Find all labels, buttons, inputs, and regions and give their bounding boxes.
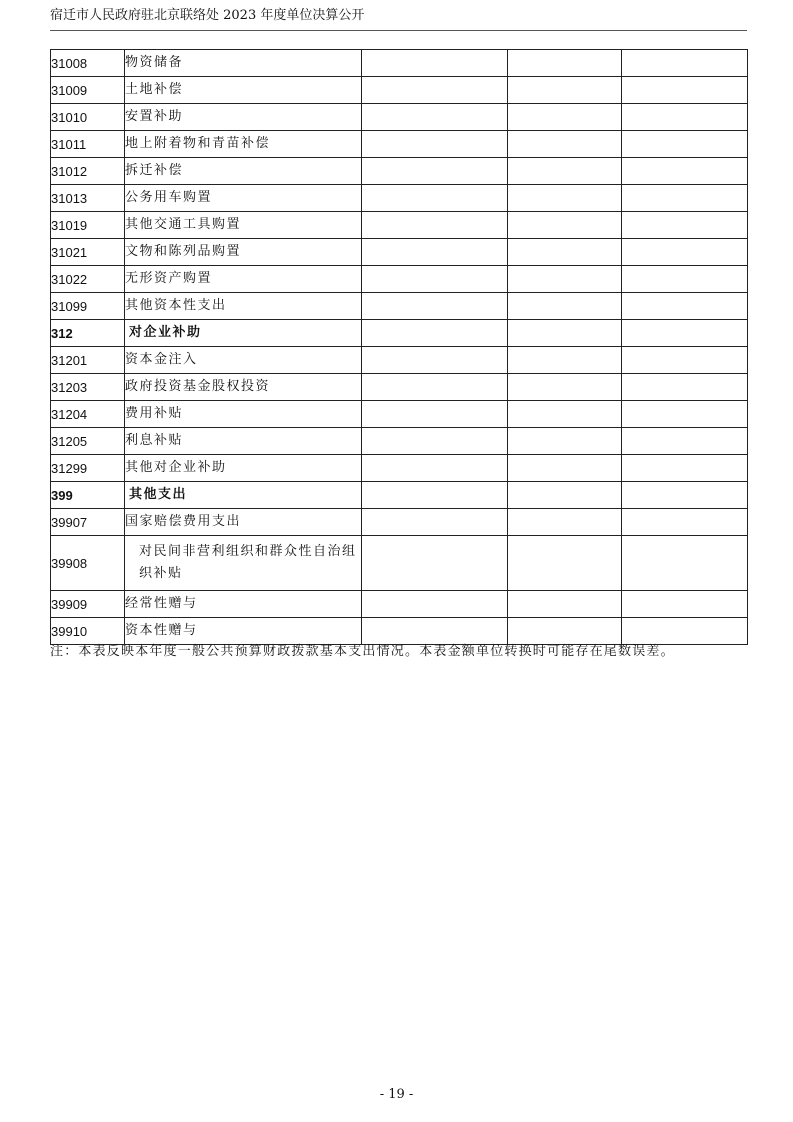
table-row bbox=[51, 455, 748, 482]
table-row bbox=[51, 104, 748, 131]
row-name: 资本金注入 bbox=[125, 347, 362, 374]
amount-cell bbox=[622, 266, 748, 293]
table-row bbox=[51, 185, 748, 212]
amount-cell bbox=[508, 455, 622, 482]
row-code: 39908 bbox=[51, 536, 125, 591]
amount-cell bbox=[622, 185, 748, 212]
row-name: 政府投资基金股权投资 bbox=[125, 374, 362, 401]
amount-cell bbox=[508, 104, 622, 131]
amount-cell bbox=[622, 455, 748, 482]
amount-cell bbox=[362, 77, 508, 104]
row-name: 利息补贴 bbox=[125, 428, 362, 455]
amount-cell bbox=[508, 185, 622, 212]
row-name: 费用补贴 bbox=[125, 401, 362, 428]
table-row bbox=[51, 401, 748, 428]
amount-cell bbox=[622, 104, 748, 131]
amount-cell bbox=[622, 591, 748, 618]
amount-cell bbox=[508, 266, 622, 293]
amount-cell bbox=[622, 293, 748, 320]
amount-cell bbox=[508, 428, 622, 455]
amount-cell bbox=[622, 536, 748, 591]
amount-cell bbox=[362, 320, 508, 347]
amount-cell bbox=[362, 185, 508, 212]
table-row bbox=[51, 212, 748, 239]
amount-cell bbox=[508, 239, 622, 266]
table-row bbox=[51, 293, 748, 320]
amount-cell bbox=[508, 347, 622, 374]
amount-cell bbox=[622, 77, 748, 104]
amount-cell bbox=[362, 455, 508, 482]
row-code: 31009 bbox=[51, 77, 125, 104]
amount-cell bbox=[622, 239, 748, 266]
table-row bbox=[51, 239, 748, 266]
table-row bbox=[51, 320, 748, 347]
row-name: 地上附着物和青苗补偿 bbox=[125, 131, 362, 158]
amount-cell bbox=[362, 104, 508, 131]
table-row bbox=[51, 50, 748, 77]
expenditure-table bbox=[50, 49, 748, 645]
row-code: 312 bbox=[51, 320, 125, 347]
row-name: 土地补偿 bbox=[125, 77, 362, 104]
amount-cell bbox=[622, 401, 748, 428]
amount-cell bbox=[362, 401, 508, 428]
table-row bbox=[51, 482, 748, 509]
table-row bbox=[51, 347, 748, 374]
row-code: 39907 bbox=[51, 509, 125, 536]
table-row bbox=[51, 536, 748, 591]
row-code: 31011 bbox=[51, 131, 125, 158]
row-code: 39909 bbox=[51, 591, 125, 618]
amount-cell bbox=[622, 131, 748, 158]
row-code: 31203 bbox=[51, 374, 125, 401]
table-row bbox=[51, 428, 748, 455]
document-header: 宿迁市人民政府驻北京联络处 2023 年度单位决算公开 bbox=[50, 8, 365, 23]
table-row bbox=[51, 591, 748, 618]
row-code: 31019 bbox=[51, 212, 125, 239]
amount-cell bbox=[622, 347, 748, 374]
row-name: 国家赔偿费用支出 bbox=[125, 509, 362, 536]
row-code: 31201 bbox=[51, 347, 125, 374]
table-row bbox=[51, 266, 748, 293]
row-name: 资本性赠与 bbox=[125, 618, 362, 645]
row-name: 经常性赠与 bbox=[125, 591, 362, 618]
amount-cell bbox=[362, 212, 508, 239]
row-name: 安置补助 bbox=[125, 104, 362, 131]
table-row bbox=[51, 131, 748, 158]
amount-cell bbox=[362, 374, 508, 401]
amount-cell bbox=[362, 131, 508, 158]
amount-cell bbox=[508, 77, 622, 104]
row-code: 31010 bbox=[51, 104, 125, 131]
amount-cell bbox=[362, 347, 508, 374]
row-name: 无形资产购置 bbox=[125, 266, 362, 293]
row-code: 31299 bbox=[51, 455, 125, 482]
amount-cell bbox=[362, 428, 508, 455]
amount-cell bbox=[508, 158, 622, 185]
amount-cell bbox=[508, 591, 622, 618]
row-code: 399 bbox=[51, 482, 125, 509]
row-name: 对民间非营利组织和群众性自治组织补贴 bbox=[125, 536, 362, 591]
table-row bbox=[51, 158, 748, 185]
row-name: 公务用车购置 bbox=[125, 185, 362, 212]
row-name: 物资储备 bbox=[125, 50, 362, 77]
amount-cell bbox=[622, 374, 748, 401]
row-name: 拆迁补偿 bbox=[125, 158, 362, 185]
amount-cell bbox=[362, 293, 508, 320]
row-code: 31022 bbox=[51, 266, 125, 293]
amount-cell bbox=[508, 320, 622, 347]
row-code: 31013 bbox=[51, 185, 125, 212]
amount-cell bbox=[622, 212, 748, 239]
row-code: 39910 bbox=[51, 618, 125, 645]
row-code: 31012 bbox=[51, 158, 125, 185]
amount-cell bbox=[508, 482, 622, 509]
table-note: 注：本表反映本年度一般公共预算财政拨款基本支出情况。本表金额单位转换时可能存在尾数误差。 bbox=[50, 644, 675, 659]
amount-cell bbox=[362, 50, 508, 77]
header-divider bbox=[50, 30, 747, 31]
amount-cell bbox=[622, 428, 748, 455]
amount-cell bbox=[508, 212, 622, 239]
row-code: 31021 bbox=[51, 239, 125, 266]
amount-cell bbox=[622, 320, 748, 347]
row-name: 其他资本性支出 bbox=[125, 293, 362, 320]
amount-cell bbox=[622, 50, 748, 77]
row-name: 其他对企业补助 bbox=[125, 455, 362, 482]
row-code: 31008 bbox=[51, 50, 125, 77]
row-name: 其他支出 bbox=[125, 482, 362, 509]
amount-cell bbox=[362, 482, 508, 509]
table-body bbox=[51, 50, 748, 645]
amount-cell bbox=[362, 239, 508, 266]
amount-cell bbox=[362, 536, 508, 591]
row-code: 31204 bbox=[51, 401, 125, 428]
amount-cell bbox=[622, 482, 748, 509]
amount-cell bbox=[508, 374, 622, 401]
table-row bbox=[51, 77, 748, 104]
amount-cell bbox=[508, 401, 622, 428]
amount-cell bbox=[362, 158, 508, 185]
amount-cell bbox=[508, 50, 622, 77]
table-row bbox=[51, 509, 748, 536]
amount-cell bbox=[508, 536, 622, 591]
amount-cell bbox=[508, 509, 622, 536]
row-code: 31205 bbox=[51, 428, 125, 455]
page-number: - 19 - bbox=[379, 1087, 414, 1102]
amount-cell bbox=[362, 591, 508, 618]
amount-cell bbox=[622, 158, 748, 185]
amount-cell bbox=[362, 509, 508, 536]
row-code: 31099 bbox=[51, 293, 125, 320]
row-name: 其他交通工具购置 bbox=[125, 212, 362, 239]
row-name: 文物和陈列品购置 bbox=[125, 239, 362, 266]
table-row bbox=[51, 374, 748, 401]
row-name: 对企业补助 bbox=[125, 320, 362, 347]
amount-cell bbox=[362, 266, 508, 293]
amount-cell bbox=[508, 293, 622, 320]
amount-cell bbox=[508, 131, 622, 158]
amount-cell bbox=[622, 509, 748, 536]
